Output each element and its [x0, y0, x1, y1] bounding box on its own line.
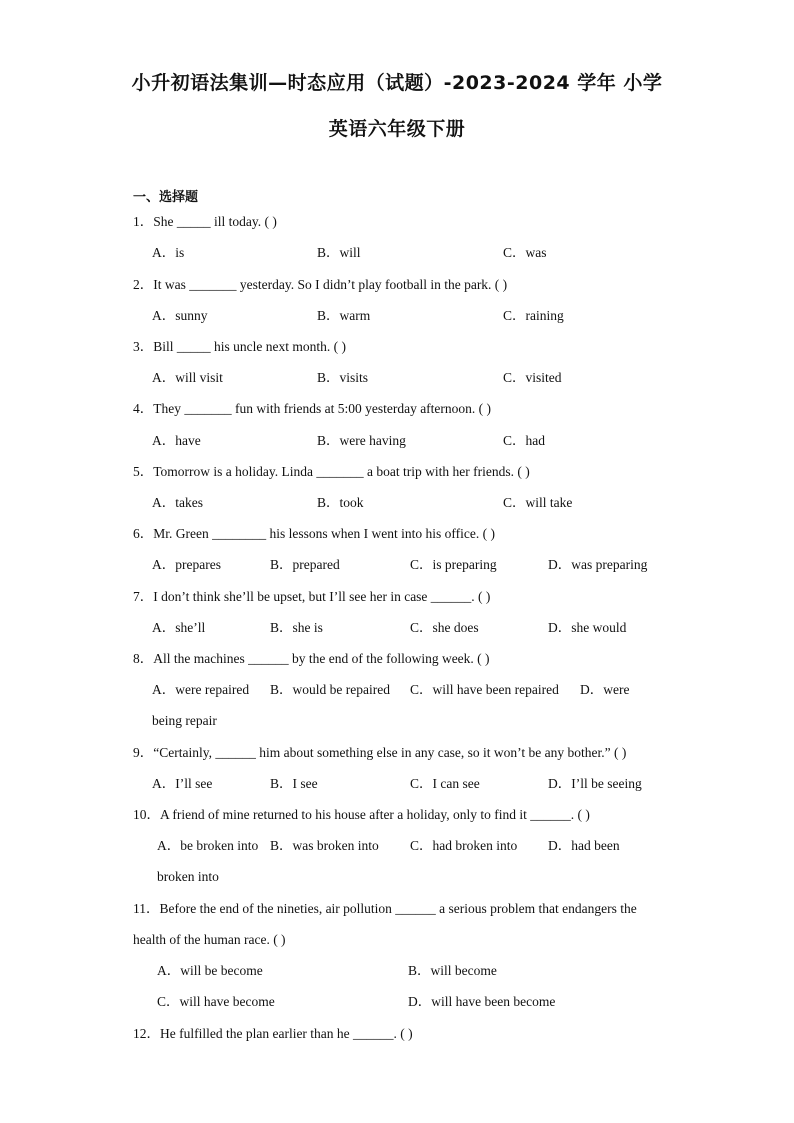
q3-option-c[interactable]: C．visited	[503, 370, 562, 385]
q1-option-b[interactable]: B．will	[317, 245, 361, 260]
q10-option-b[interactable]: B．was broken into	[270, 838, 379, 853]
q9-option-d[interactable]: D．I’ll be seeing	[548, 776, 642, 791]
q11-option-c[interactable]: C．will have become	[157, 994, 275, 1009]
q3-option-b[interactable]: B．visits	[317, 370, 369, 385]
q9-option-a[interactable]: A．I’ll see	[152, 776, 213, 791]
q5-option-a[interactable]: A．takes	[152, 495, 203, 510]
q11-option-b[interactable]: B．will become	[408, 963, 497, 978]
q4-option-b[interactable]: B．were having	[317, 433, 406, 448]
q4-option-c[interactable]: C．had	[503, 433, 545, 448]
q10-option-c[interactable]: C．had broken into	[410, 838, 518, 853]
question-10: 10．A friend of mine returned to his house after a holiday, only to find it ______. ( )	[133, 807, 590, 822]
q6-option-a[interactable]: A．prepares	[152, 557, 221, 572]
question-6: 6．Mr. Green ________ his lessons when I went into his office. ( )	[133, 526, 495, 541]
q7-option-a[interactable]: A．she’ll	[152, 620, 206, 635]
section-heading: 一、选择题	[133, 190, 199, 205]
q9-option-c[interactable]: C．I can see	[410, 776, 480, 791]
question-8: 8．All the machines ______ by the end of the following week. ( )	[133, 651, 490, 666]
q6-option-d[interactable]: D．was preparing	[548, 557, 648, 572]
question-9: 9．“Certainly, ______ him about something else in any case, so it won’t be any bother.” ( )	[133, 745, 627, 760]
q11-option-d[interactable]: D．will have been become	[408, 994, 556, 1009]
q2-option-c[interactable]: C．raining	[503, 308, 564, 323]
q7-option-b[interactable]: B．she is	[270, 620, 323, 635]
q10-option-a[interactable]: A．be broken into	[157, 838, 259, 853]
q8-option-d[interactable]: D．were	[580, 682, 630, 697]
q7-option-d[interactable]: D．she would	[548, 620, 627, 635]
page-title-line-1: 小升初语法集训—时态应用（试题）-2023-2024 学年 小学	[131, 72, 663, 94]
page-title-line-2: 英语六年级下册	[328, 118, 466, 140]
q5-option-b[interactable]: B．took	[317, 495, 364, 510]
q2-option-b[interactable]: B．warm	[317, 308, 371, 323]
q10-option-d[interactable]: D．had been	[548, 838, 620, 853]
q3-option-a[interactable]: A．will visit	[152, 370, 223, 385]
question-2: 2．It was _______ yesterday. So I didn’t play football in the park. ( )	[133, 277, 508, 292]
question-11-line-2: health of the human race. ( )	[133, 932, 286, 947]
q9-option-b[interactable]: B．I see	[270, 776, 318, 791]
q6-option-b[interactable]: B．prepared	[270, 557, 340, 572]
q5-option-c[interactable]: C．will take	[503, 495, 573, 510]
q4-option-a[interactable]: A．have	[152, 433, 201, 448]
question-1: 1．She _____ ill today. ( )	[133, 214, 277, 229]
q8-option-b[interactable]: B．would be repaired	[270, 682, 390, 697]
q1-option-c[interactable]: C．was	[503, 245, 547, 260]
q8-option-d-wrap: being repair	[152, 713, 217, 728]
question-11: 11．Before the end of the nineties, air pollution ______ a serious problem that endangers the	[133, 901, 637, 916]
q11-option-a[interactable]: A．will be become	[157, 963, 263, 978]
question-12: 12．He fulfilled the plan earlier than he ______. ( )	[133, 1026, 413, 1041]
q10-option-d-wrap: broken into	[157, 869, 219, 884]
q7-option-c[interactable]: C．she does	[410, 620, 479, 635]
question-7: 7．I don’t think she’ll be upset, but I’ll see her in case ______. ( )	[133, 589, 491, 604]
question-3: 3．Bill _____ his uncle next month. ( )	[133, 339, 346, 354]
q6-option-c[interactable]: C．is preparing	[410, 557, 497, 572]
question-5: 5．Tomorrow is a holiday. Linda _______ a boat trip with her friends. ( )	[133, 464, 530, 479]
q1-option-a[interactable]: A．is	[152, 245, 185, 260]
q2-option-a[interactable]: A．sunny	[152, 308, 208, 323]
question-4: 4．They _______ fun with friends at 5:00 yesterday afternoon. ( )	[133, 401, 492, 416]
q8-option-a[interactable]: A．were repaired	[152, 682, 250, 697]
q8-option-c[interactable]: C．will have been repaired	[410, 682, 559, 697]
